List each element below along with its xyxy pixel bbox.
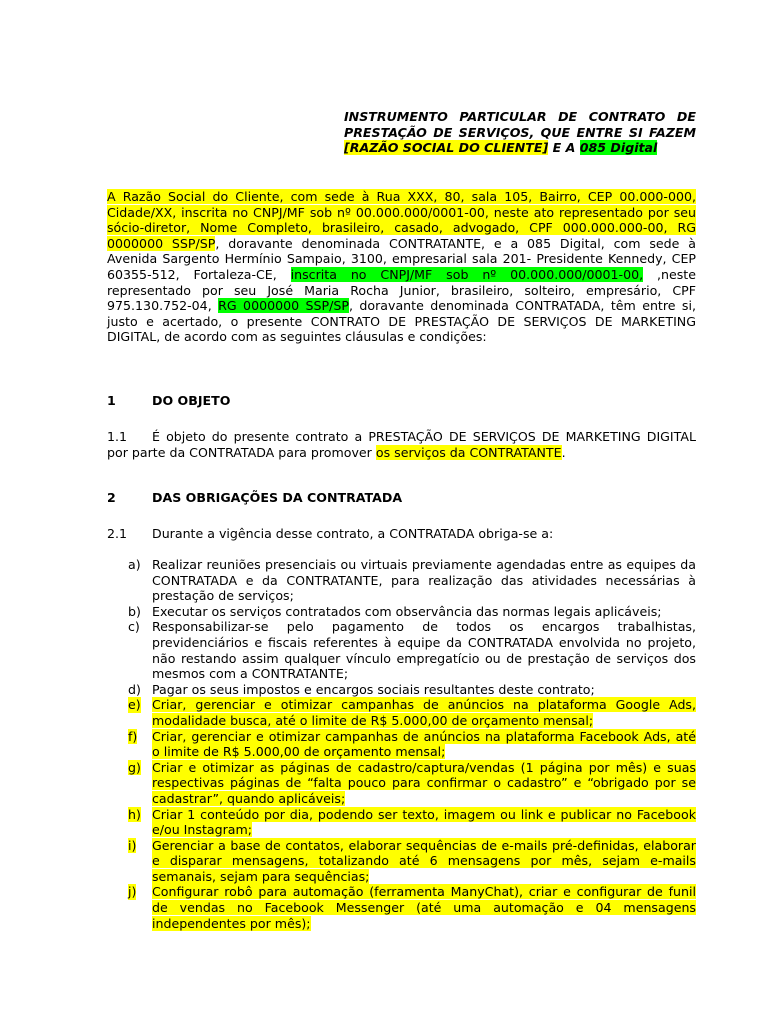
intro-part-3: ,neste representado por seu José Maria Rocha Junior, brasileiro, solteiro, empresário, CPF 975.130.752-04, [107,266,696,314]
list-item-label: f) [128,728,138,744]
clause-1-1-end: . [561,444,566,460]
clause-2-1-text: Durante a vigência desse contrato, a CONTRATADA obriga-se a: [152,526,554,541]
list-item [107,619,696,681]
intro-part-4: , doravante denominada CONTRATADA, têm entre si, justo e acertado, o presente CONTRATO DE PRESTAÇÃO DE SERVIÇOS DE MARKETING DIGITAL, de acordo com as seguintes cláusulas e condições: [107,298,696,345]
list-item-label: e) [128,697,141,713]
title-joiner: E A [548,140,580,156]
list-item [107,604,696,620]
list-item-text: Responsabilizar-se pelo pagamento de todos os encargos trabalhistas, previdenciários e fiscais referentes à equipe da CONTRATADA envolvida no projeto, não restando assim qualquer vínculo empregatício ou de prestação de serviços dos mesmos com a CONTRATANTE; [152,619,696,682]
clause-1-1 [107,429,696,460]
list-item-text: Criar, gerenciar e otimizar campanhas de anúncios na plataforma Facebook Ads, até o limite de R$ 5.000,00 de orçamento mensal; [152,728,696,760]
section-2-heading [107,490,402,506]
section-2-number: 2 [107,490,116,505]
list-item-label: i) [128,837,137,853]
title-line-3 [344,140,696,156]
clause-1-1-number: 1.1 [107,429,128,444]
list-item-highlighted [107,760,696,807]
clause-1-1-text: É objeto do presente contrato a PRESTAÇÃO DE SERVIÇOS DE MARKETING DIGITAL por parte da CONTRATADA para promover [107,429,696,460]
list-item-text: Pagar os seus impostos e encargos sociais resultantes deste contrato; [152,681,595,697]
intro-cnpj: inscrita no CNPJ/MF sob nº 00.000.000/0001-00, [290,266,644,282]
list-item-label: c) [128,619,140,635]
clause-2-1-number: 2.1 [107,526,128,541]
clause-2-1 [107,526,696,542]
title-line-1: INSTRUMENTO PARTICULAR DE CONTRATO DE [344,109,696,124]
section-2-title: DAS OBRIGAÇÕES DA CONTRATADA [152,490,403,505]
list-item-highlighted [107,807,696,838]
list-item-label: j) [128,884,137,900]
list-item-highlighted [107,884,696,931]
intro-part-2: , doravante denominada CONTRATANTE, e a 085 Digital, com sede à Avenida Sargento Hermínio Sampaio, 3100, empresarial sala 201- Presidente Kennedy, CEP 60355-512, Fortaleza-CE, [107,235,696,282]
list-item-text: Criar e otimizar as páginas de cadastro/captura/vendas (1 página por mês) e suas respectivas páginas de “falta pouco para confirmar o cadastro” e “obrigado por se cadastrar”, quando aplicáveis; [152,759,696,806]
intro-client-block: A Razão Social do Cliente, com sede à Rua XXX, 80, sala 105, Bairro, CEP 00.000-000, Cidade/XX, inscrita no CNPJ/MF sob nº 00.000.000/0001-00, neste ato representado por seu sócio-diretor, Nome Completo, brasileiro, casado, advogado, CPF 000.000.000-00, RG 0000000 SSP/SP [107,189,696,251]
section-1-number: 1 [107,393,116,408]
list-item-label: d) [128,681,141,697]
list-item-label: a) [128,557,141,572]
title-line-2: PRESTAÇÃO DE SERVIÇOS, QUE ENTRE SI FAZEM [344,124,696,140]
contract-title [344,109,696,156]
list-item-label: b) [128,603,141,619]
list-item [107,682,696,698]
title-company-name: 085 Digital [579,140,658,156]
intro-paragraph [107,189,696,345]
section-1-title: DO OBJETO [152,393,231,408]
obligations-list [107,557,696,931]
section-1-heading [107,393,230,409]
list-item [107,557,696,604]
list-item-highlighted [107,729,696,760]
list-item-highlighted [107,838,696,885]
list-item-text: Executar os serviços contratados com observância das normas legais aplicáveis; [152,603,662,619]
intro-rg: RG 0000000 SSP/SP [218,298,349,314]
list-item-text: Gerenciar a base de contatos, elaborar sequências de e-mails pré-definidas, elaborar e disparar mensagens, totalizando até 6 mensagens por mês, sejam e-mails semanais, sejam para sequências; [152,837,696,884]
list-item-label: h) [128,806,141,822]
list-item-text: Criar 1 conteúdo por dia, podendo ser texto, imagem ou link e publicar no Facebook e/ou Instagram; [152,806,696,838]
list-item-label: g) [128,759,141,775]
title-client-name: [RAZÃO SOCIAL DO CLIENTE] [344,140,549,156]
clause-1-1-highlight: os serviços da CONTRATANTE [375,444,562,460]
list-item-text: Realizar reuniões presenciais ou virtuais previamente agendadas entre as equipes da CONTRATADA e da CONTRATANTE, para realização das atividades necessárias à prestação de serviços; [152,557,696,604]
list-item-text: Configurar robô para automação (ferramenta ManyChat), criar e configurar de funil de vendas no Facebook Messenger (até uma automação e 04 mensagens independentes por mês); [152,884,696,931]
list-item-text: Criar, gerenciar e otimizar campanhas de anúncios na plataforma Google Ads, modalidade busca, até o limite de R$ 5.000,00 de orçamento mensal; [152,697,696,728]
list-item-highlighted [107,697,696,728]
